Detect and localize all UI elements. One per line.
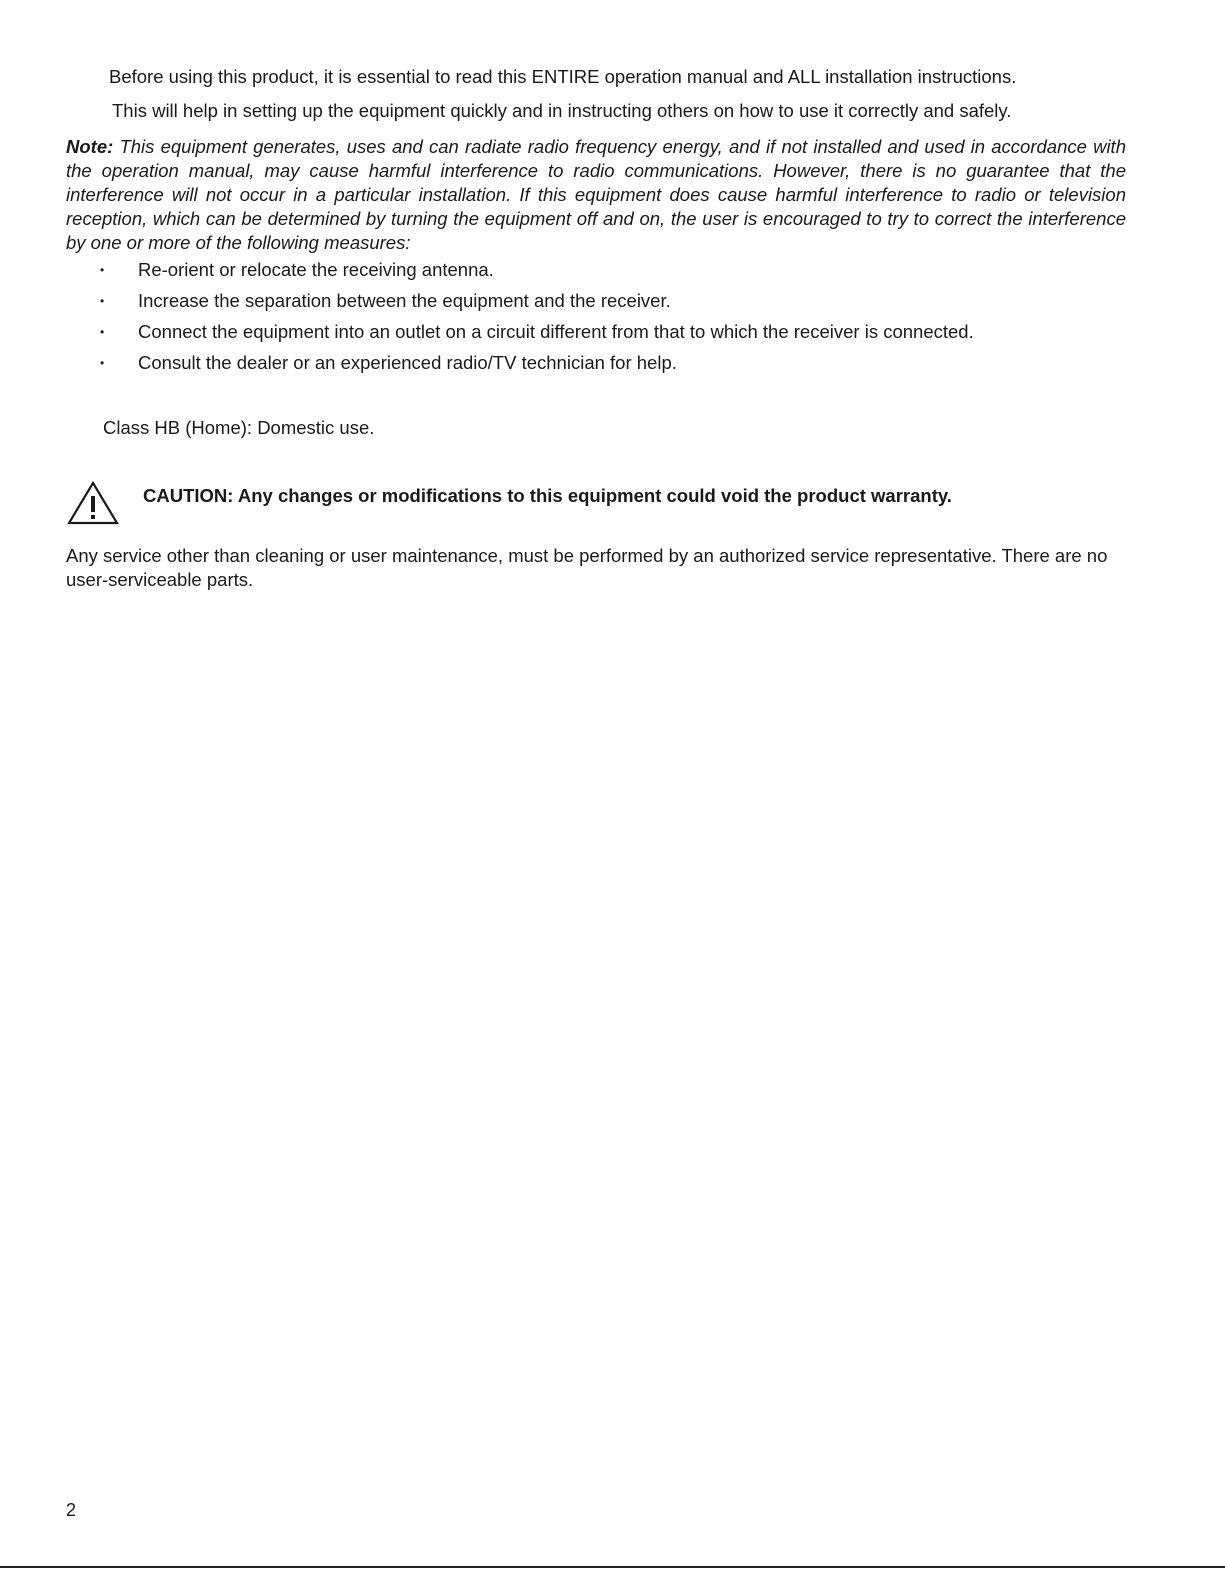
bullet: •: [100, 356, 105, 370]
bullet: •: [100, 263, 105, 277]
bottom-divider: [0, 1566, 1225, 1568]
list-item: [100, 259, 974, 290]
note-text: This equipment generates, uses and can radiate radio frequency energy, and if not installed and used in accordance with the operation manual, may cause harmful interference to radio communications. However, there is no guarantee that the interference will not occur in a particular installation. If this equipment does cause harmful interference to radio or television reception, which can be determined by turning the equipment off and on, the user is encouraged to try to correct the interference by one or more of the following measures:: [66, 136, 1126, 253]
intro-paragraph-1: Before using this product, it is essential to read this ENTIRE operation manual and ALL installation instructions.: [109, 66, 1017, 87]
measure-text: Consult the dealer or an experienced radio/TV technician for help.: [138, 352, 677, 373]
service-statement: Any service other than cleaning or user maintenance, must be performed by an authorized service representative. There are no user-serviceable parts.: [66, 545, 1108, 590]
measure-text: Connect the equipment into an outlet on a circuit different from that to which the receiver is connected.: [138, 321, 974, 342]
measures-list: [100, 259, 974, 383]
measure-text: Increase the separation between the equipment and the receiver.: [138, 290, 671, 311]
list-item: [100, 321, 974, 352]
list-item: [100, 352, 974, 383]
bullet: •: [100, 325, 105, 339]
class-statement: Class HB (Home): Domestic use.: [103, 417, 375, 438]
list-item: [100, 290, 974, 321]
measure-text: Re-orient or relocate the receiving antenna.: [138, 259, 494, 280]
page-number: 2: [66, 1500, 77, 1520]
caution-statement: CAUTION: Any changes or modifications to this equipment could void the product warranty.: [143, 485, 952, 506]
warning-triangle-icon: [66, 480, 120, 526]
intro-paragraph-2: This will help in setting up the equipment quickly and in instructing others on how to use it correctly and safely.: [112, 100, 1012, 121]
bullet: •: [100, 294, 105, 308]
note-label: Note:: [66, 136, 114, 157]
fcc-note: [66, 135, 1126, 255]
